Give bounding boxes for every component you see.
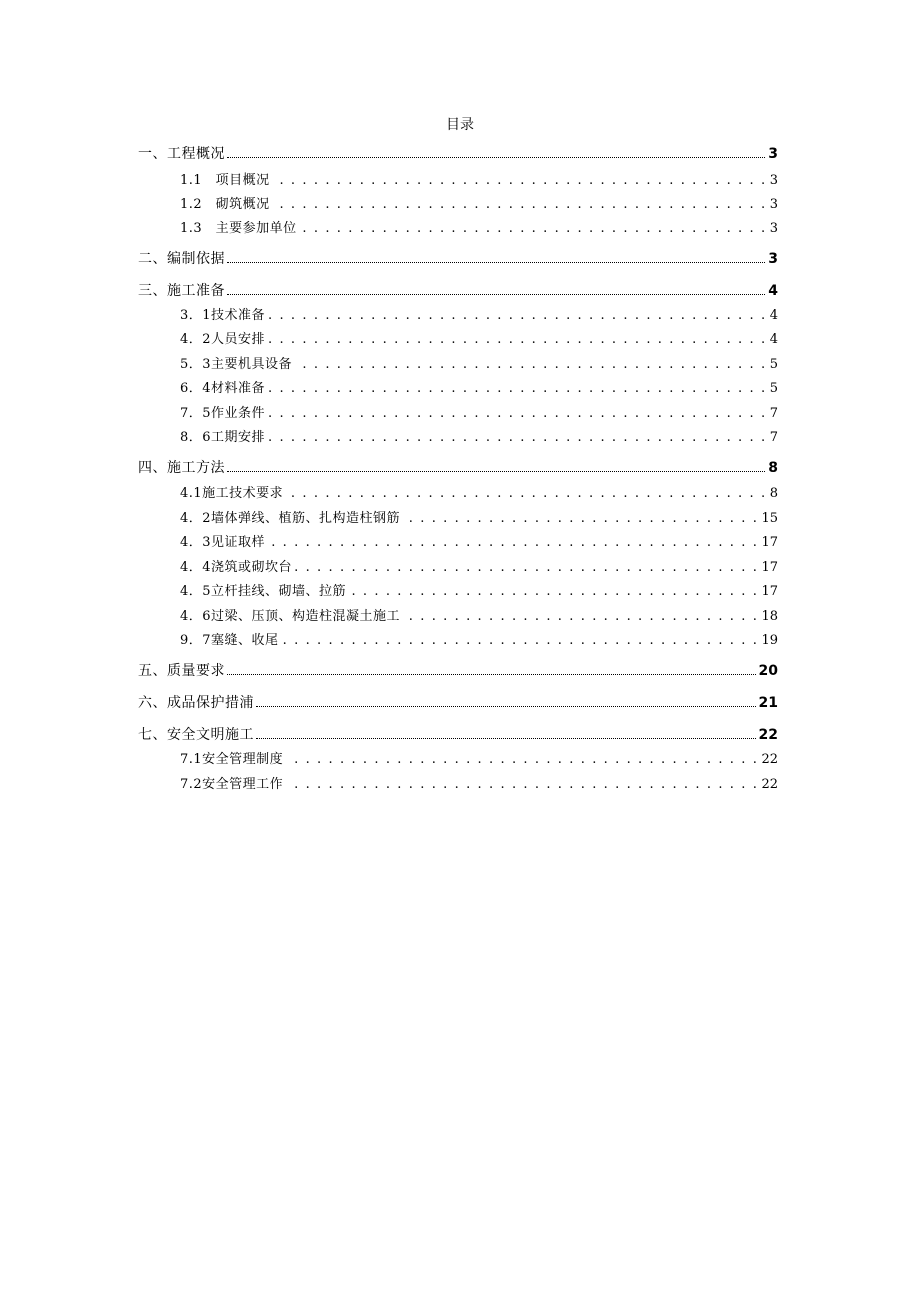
toc-dot-leader (282, 630, 759, 652)
toc-page-number: 17 (761, 560, 778, 575)
toc-entry-label: 一、工程概况 (138, 146, 225, 162)
toc-entry-label: 6．4材料准备 (180, 381, 266, 396)
toc-page-number: 8 (769, 486, 778, 501)
toc-dot-leader (286, 483, 767, 505)
toc-subsection-entry[interactable] (180, 532, 778, 554)
toc-subsection-entry[interactable] (180, 378, 778, 400)
toc-dot-leader (268, 305, 767, 327)
toc-dot-leader (268, 427, 767, 449)
toc-subsection-entry[interactable] (180, 403, 778, 425)
toc-dot-leader (286, 774, 758, 796)
toc-entry-label: 7.1安全管理制度 (180, 752, 284, 767)
toc-entry-label: 7．5作业条件 (180, 406, 266, 421)
toc-subsection-entry[interactable] (180, 606, 778, 628)
toc-page-number: 3 (769, 221, 778, 236)
toc-entry-label: 1.1 项目概况 (180, 173, 270, 188)
toc-dot-leader (268, 403, 767, 425)
toc-dot-leader (273, 194, 767, 216)
toc-page-number: 3 (768, 251, 778, 267)
toc-subsection-entry[interactable] (180, 749, 778, 771)
toc-dot-leader (273, 170, 767, 192)
toc-dot-leader (227, 143, 765, 158)
toc-dot-leader (295, 354, 767, 376)
toc-entry-label: 4．5立杆挂线、砌墙、拉筋 (180, 584, 347, 599)
toc-dot-leader (403, 606, 758, 628)
toc-page-number: 18 (761, 609, 778, 624)
toc-entry-label: 1.3 主要参加单位 (180, 221, 297, 236)
toc-dot-leader (256, 692, 756, 707)
toc-subsection-entry[interactable] (180, 508, 778, 530)
toc-entry-label: 3．1技术准备 (180, 308, 266, 323)
toc-entry-label: 4．3见证取样 (180, 535, 266, 550)
toc-page-number: 22 (758, 727, 778, 743)
toc-section-entry[interactable] (138, 248, 778, 270)
toc-entry-label: 五、质量要求 (138, 663, 225, 679)
toc-entry-label: 8．6工期安排 (180, 430, 266, 445)
toc-entry-label: 1.2 砌筑概况 (180, 197, 270, 212)
toc-entry-label: 4．2墙体弹线、植筋、扎构造柱钢筋 (180, 511, 401, 526)
toc-subsection-entry[interactable] (180, 218, 778, 240)
toc-section-entry[interactable] (138, 692, 778, 714)
toc-dot-leader (227, 248, 765, 263)
toc-page-number: 5 (769, 357, 778, 372)
toc-dot-leader (349, 581, 758, 603)
toc-page-number: 20 (758, 663, 778, 679)
toc-subsection-entry[interactable] (180, 427, 778, 449)
toc-dot-leader (403, 508, 758, 530)
toc-entry-label: 4．4浇筑或砌坎台 (180, 560, 293, 575)
toc-page-number: 3 (769, 197, 778, 212)
toc-subsection-entry[interactable] (180, 483, 778, 505)
toc-entry-label: 四、施工方法 (138, 460, 225, 476)
toc-section-entry[interactable] (138, 143, 778, 165)
toc-page-number: 22 (761, 777, 778, 792)
toc-page-number: 3 (769, 173, 778, 188)
toc-subsection-entry[interactable] (180, 329, 778, 351)
toc-page-number: 22 (761, 752, 778, 767)
toc-page-number: 7 (769, 406, 778, 421)
toc-page-number: 7 (769, 430, 778, 445)
toc-entry-label: 六、成品保护措浦 (138, 695, 254, 711)
toc-entry-label: 5．3主要机具设备 (180, 357, 293, 372)
toc-page-number: 19 (761, 633, 778, 648)
toc-page-number: 4 (769, 308, 778, 323)
toc-subsection-entry[interactable] (180, 170, 778, 192)
toc-subsection-entry[interactable] (180, 774, 778, 796)
toc-dot-leader (268, 532, 758, 554)
toc-dot-leader (286, 749, 758, 771)
toc-dot-leader (295, 557, 758, 579)
toc-subsection-entry[interactable] (180, 581, 778, 603)
toc-dot-leader (227, 280, 765, 295)
toc-section-entry[interactable] (138, 724, 778, 746)
toc-dot-leader (227, 457, 765, 472)
toc-section-entry[interactable] (138, 280, 778, 302)
toc-entry-label: 三、施工准备 (138, 283, 225, 299)
toc-dot-leader (256, 724, 756, 739)
toc-subsection-entry[interactable] (180, 630, 778, 652)
toc-entry-label: 4.1施工技术要求 (180, 486, 284, 501)
toc-dot-leader (268, 378, 767, 400)
toc-subsection-entry[interactable] (180, 354, 778, 376)
toc-page-number: 17 (761, 535, 778, 550)
toc-dot-leader (227, 660, 756, 675)
toc-page-number: 17 (761, 584, 778, 599)
toc-page-number: 4 (768, 283, 778, 299)
toc-subsection-entry[interactable] (180, 194, 778, 216)
toc-entry-label: 7.2安全管理工作 (180, 777, 284, 792)
toc-dot-leader (268, 329, 767, 351)
toc-entry-label: 4．6过梁、压顶、构造柱混凝土施工 (180, 609, 401, 624)
toc-entry-label: 二、编制依据 (138, 251, 225, 267)
toc-page-number: 15 (761, 511, 778, 526)
toc-page-number: 4 (769, 332, 778, 347)
toc-entry-label: 七、安全文明施工 (138, 727, 254, 743)
toc-entry-label: 4．2人员安排 (180, 332, 266, 347)
toc-dot-leader (300, 218, 767, 240)
toc-page-number: 21 (758, 695, 778, 711)
toc-section-entry[interactable] (138, 457, 778, 479)
toc-page-number: 3 (768, 146, 778, 162)
toc-entry-label: 9．7塞缝、收尾 (180, 633, 279, 648)
page-title: 目录 (446, 117, 474, 133)
toc-page-number: 8 (768, 460, 778, 476)
toc-subsection-entry[interactable] (180, 557, 778, 579)
toc-page-number: 5 (769, 381, 778, 396)
toc-subsection-entry[interactable] (180, 305, 778, 327)
toc-section-entry[interactable] (138, 660, 778, 682)
